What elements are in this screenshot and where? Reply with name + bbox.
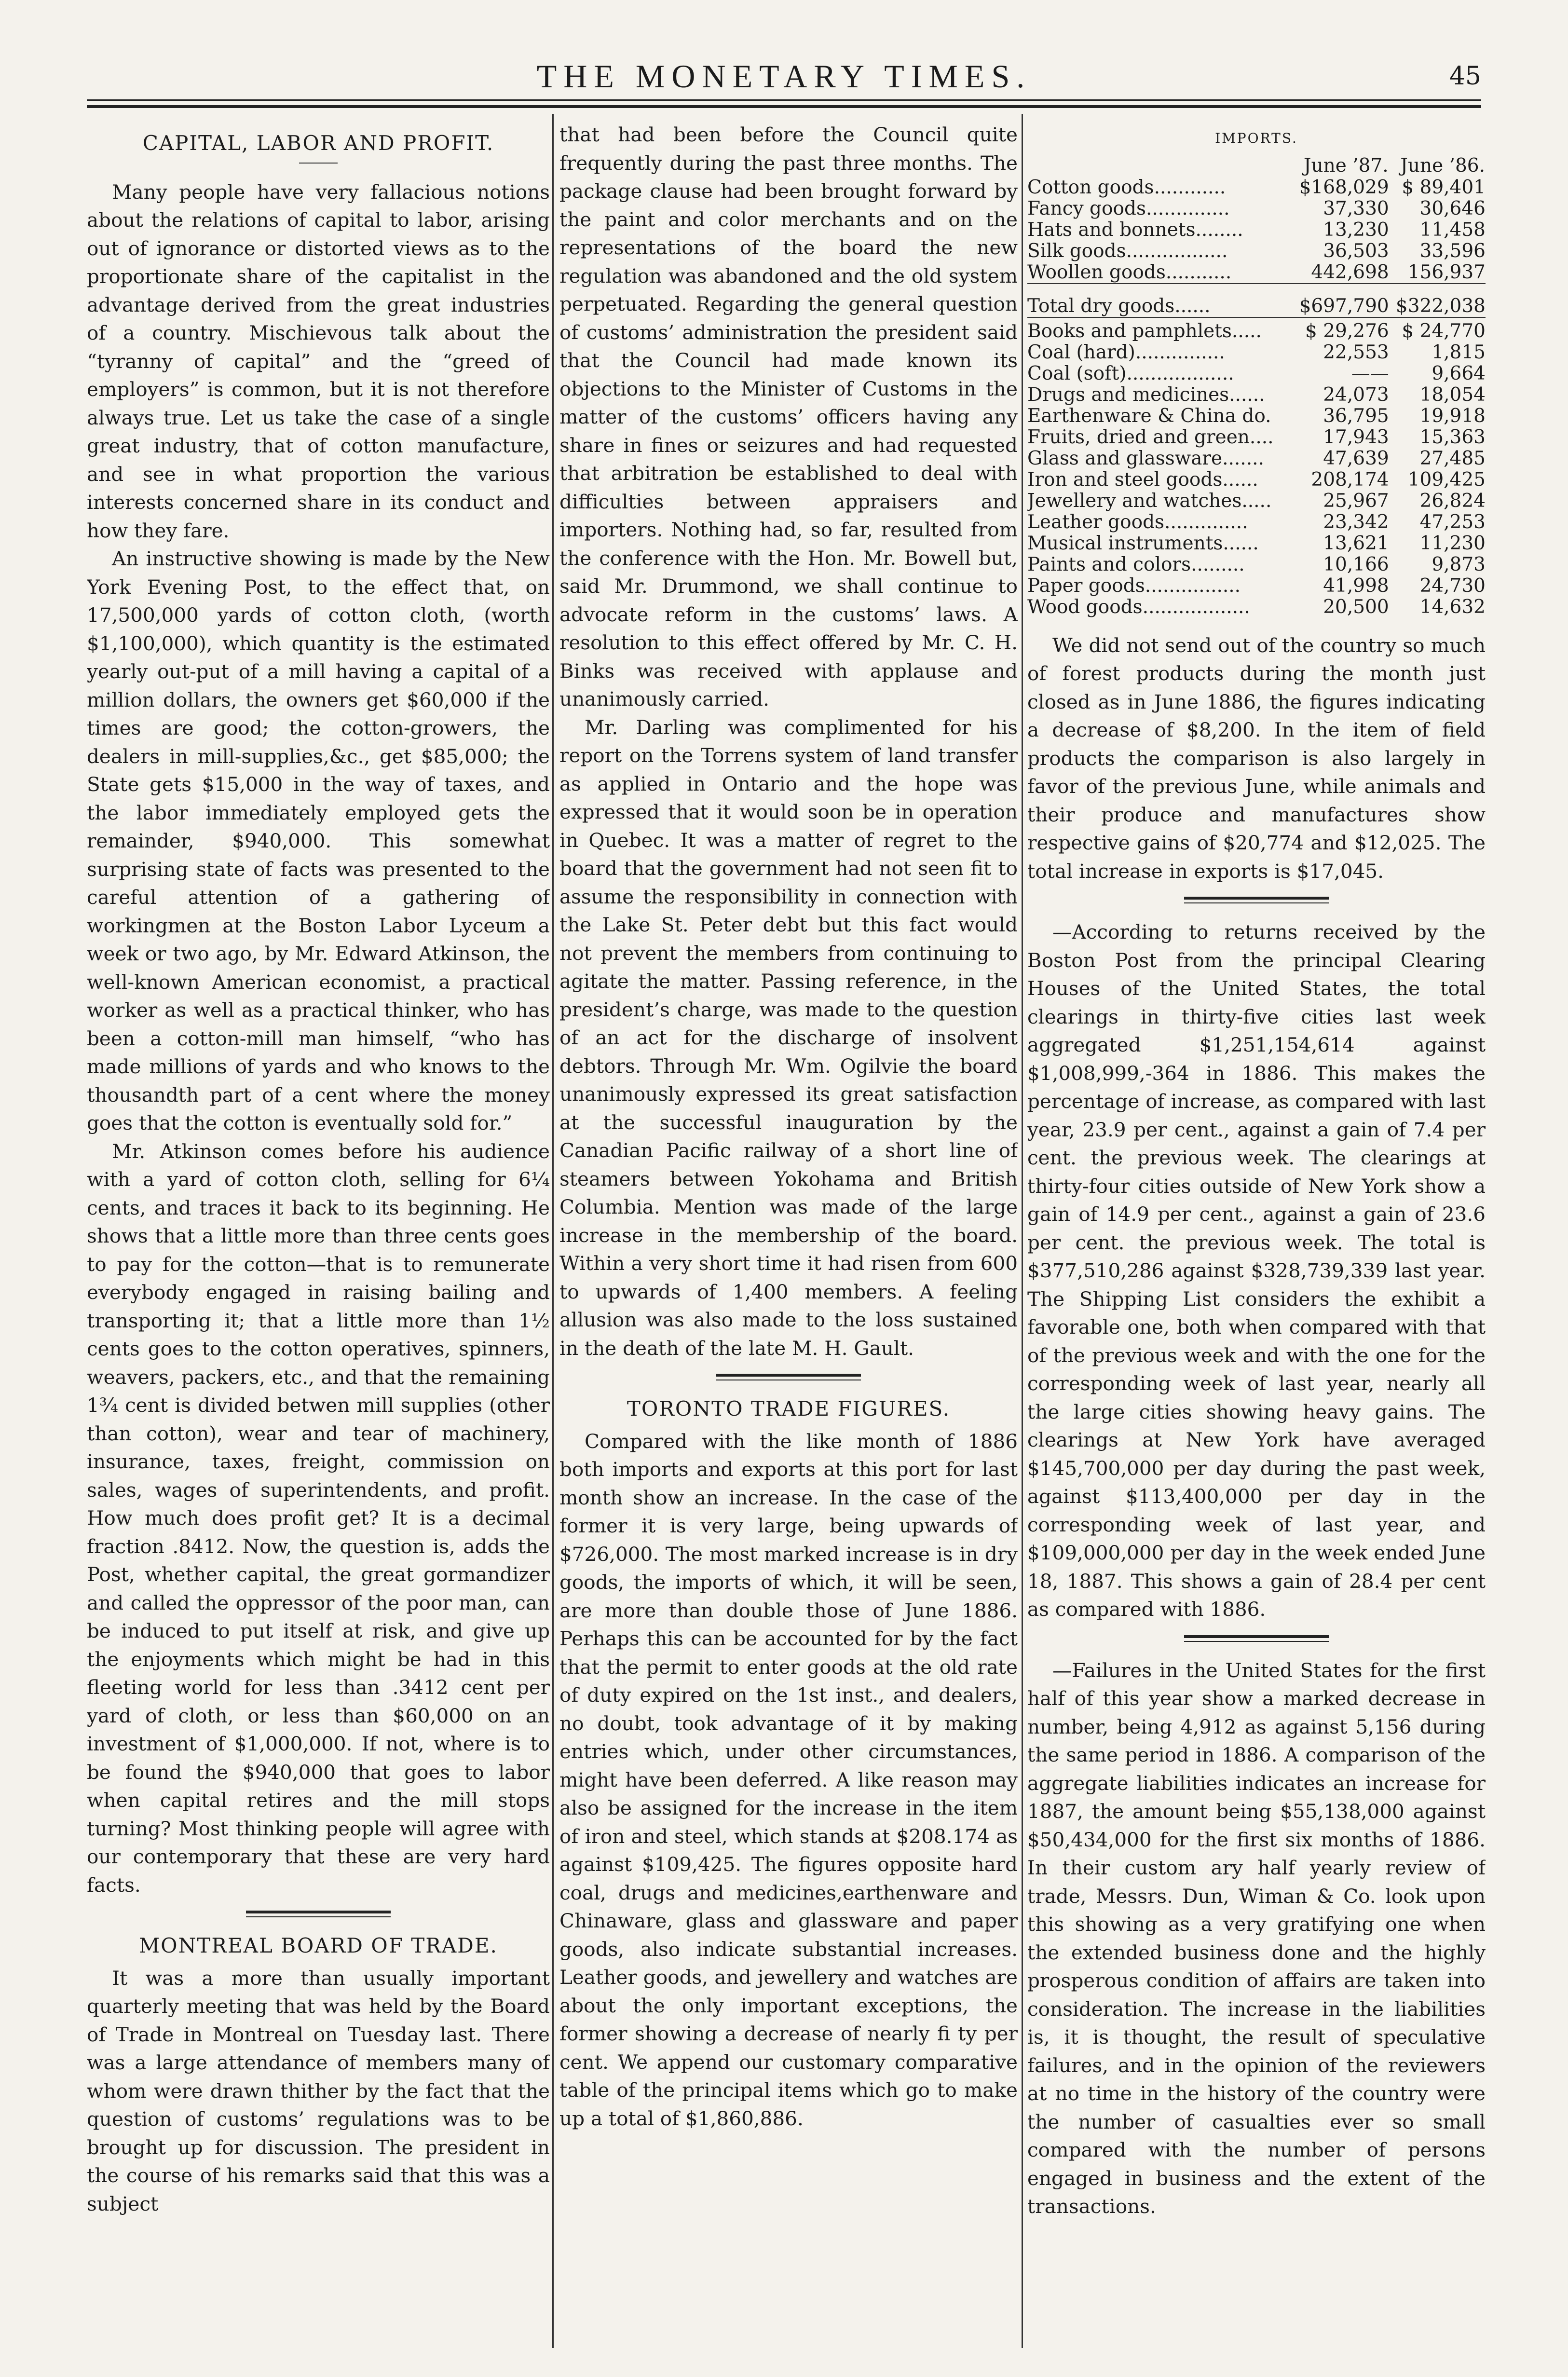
table-cell-june-86: 47,253 bbox=[1419, 511, 1486, 533]
table-cell-item: Woollen goods........... bbox=[1027, 261, 1232, 283]
table-cell-june-86: 18,054 bbox=[1419, 383, 1486, 406]
table-cell-june-86: 1,815 bbox=[1432, 341, 1486, 363]
article-paragraph: We did not send out of the country so much of forest products during the month just closed as in June 1886, the figures indicating a decrease of $8,200. In the item of field products the comparison is also largely in favor of the previous June, while animals and their produce and manufactures show respective gains of $20,774 and $12,025. The total increase in exports is $17,045. bbox=[1027, 633, 1486, 883]
table-header-row bbox=[1027, 155, 1486, 177]
table-row bbox=[1027, 554, 1486, 575]
table-cell-june-87: 208,174 bbox=[1311, 468, 1389, 491]
table-cell-june-86: 156,937 bbox=[1407, 261, 1486, 283]
heading-rule bbox=[299, 163, 338, 164]
table-cell-item: Drugs and medicines...... bbox=[1027, 383, 1265, 406]
table-cell-june-87: 20,500 bbox=[1323, 596, 1389, 618]
table-cell-june-87: 37,330 bbox=[1323, 197, 1389, 219]
table-cell-june-86: 14,632 bbox=[1419, 596, 1486, 618]
table-cell-june-87: $697,790 bbox=[1299, 295, 1389, 317]
article-paragraph: Mr. Atkinson comes before his audience with a yard of cotton cloth, selling for 6¼ cents, and traces it back to its beginning. He shows that a little more than three cents goes to pay for the cotton—that is to remunerate everybody engaged in raising bailing and transporting it; that a little more than 1½ cents goes to the cotton operatives, spinners, weavers, packers, etc., and that the remaining 1¾ cent is divided betwen mill supplies (other than cotton), wear and tear of machinery, insurance, taxes, freight, commission on sales, wages of superintendents, and profit. How much does profit get? It is a decimal fraction .8412. Now, the question is, adds the Post, whether capital, the great gormandizer and called the oppressor of the poor man, can be induced to put itself at risk, and give up the enjoyments which might be had in this fleeting world for less than .3412 cent per yard of cloth, or less than $60,000 on an investment of $1,000,000. If not, where is to be found the $940,000 that goes to labor when capital retires and the mill stops turning? Most thinking people will agree with our contemporary that these are very hard facts. bbox=[87, 1139, 550, 1897]
table-cell-june-87: $168,029 bbox=[1299, 176, 1389, 198]
table-row bbox=[1027, 427, 1486, 448]
section-separator bbox=[246, 1911, 391, 1917]
table-cell-june-87: 17,943 bbox=[1323, 426, 1389, 448]
table-cell-june-87: 22,553 bbox=[1323, 341, 1389, 363]
article-paragraph: —According to returns received by the Boston Post from the principal Clearing Houses of the United States, the total clearings in thirty-five cities last week aggregated $1,251,154,614 against $1,008,999,-364 in 1886. This makes the percentage of increase, as compared with last year, 23.9 per cent., against a gain of 7.4 per cent. the previous week. The clearings at thirty-four cities outside of New York show a gain of 14.9 per cent., against a gain of 23.6 per cent. the previous week. The total is $377,510,286 against $328,739,339 last year. The Shipping List considers the exhibit a favorable one, both when compared with that of the previous week and with the one for the corresponding week of last year, nearly all the large cities showing heavy gains. The clearings at New York have averaged $145,700,000 per day during the past week, against $113,400,000 per day in the corresponding week of last year, and $109,000,000 per day in the week ended June 18, 1887. This shows a gain of 28.4 per cent as compared with 1886. bbox=[1027, 920, 1486, 1621]
table-cell-june-86: 9,664 bbox=[1432, 362, 1486, 384]
imports-table-title: IMPORTS. bbox=[1215, 130, 1298, 146]
section-separator bbox=[1184, 897, 1329, 903]
masthead bbox=[87, 52, 1481, 100]
table-cell-item: Earthenware & China do. bbox=[1027, 405, 1271, 427]
table-row bbox=[1027, 262, 1486, 284]
table-cell-june-86: 19,918 bbox=[1419, 405, 1486, 427]
column-divider bbox=[1022, 114, 1023, 2348]
table-row bbox=[1027, 533, 1486, 554]
column-3 bbox=[1027, 121, 1486, 2348]
table-cell-june-86: $ 89,401 bbox=[1402, 176, 1486, 198]
table-cell-item: Paper goods................ bbox=[1027, 574, 1241, 597]
table-cell-june-86: 33,596 bbox=[1419, 240, 1486, 262]
table-cell-june-87: 41,998 bbox=[1323, 574, 1389, 597]
article-heading-capital-labor: CAPITAL, LABOR AND PROFIT. bbox=[142, 131, 494, 155]
table-cell-june-86: $ 24,770 bbox=[1402, 320, 1486, 342]
table-row bbox=[1027, 321, 1486, 342]
table-cell-item: Wood goods.................. bbox=[1027, 596, 1250, 618]
article-paragraph: —Failures in the United States for the first half of this year show a marked decrease in number, being 4,912 as against 5,156 during the same period in 1886. A comparison of the aggregate liabilities indicates an increase for 1887, the amount being $55,138,000 against $50,434,000 for the first six months of 1886. In their custom ary half yearly review of trade, Messrs. Dun, Wiman & Co. look upon this showing as a very gratifying one when the extended business done and the highly prosperous condition of affairs are taken into consideration. The increase in the liabilities is, it is thought, the result of speculative failures, and in the opinion of the reviewers at no time in the history of the country were the number of casualties ever so small compared with the number of persons engaged in business and the extent of the transactions. bbox=[1027, 1658, 1486, 2218]
article-paragraph: Many people have very fallacious notions about the relations of capital to labor, arising out of ignorance or distorted views as to the proportionate share of the capitalist in the advantage derived from the great industries of a country. Mischievous talk about the “tyranny of capital” and the “greed of employers” is common, but it is not therefore always true. Let us take the case of a single great industry, that of cotton manufacture, and see in what proportion the various interests concerned share in its conduct and how they fare. bbox=[87, 180, 550, 542]
table-row bbox=[1027, 406, 1486, 427]
table-cell-item: Fruits, dried and green.... bbox=[1027, 426, 1274, 448]
table-rule bbox=[1027, 284, 1486, 287]
page-number: 45 bbox=[1449, 62, 1481, 91]
table-cell-june-86: 109,425 bbox=[1407, 468, 1486, 491]
table-cell-june-86: $322,038 bbox=[1395, 295, 1486, 317]
table-row bbox=[1027, 512, 1486, 533]
table-cell-june-87: 36,795 bbox=[1323, 405, 1389, 427]
table-cell-june-87: 13,621 bbox=[1323, 532, 1389, 554]
table-cell-item: Musical instruments...... bbox=[1027, 532, 1259, 554]
table-cell-june-86: 27,485 bbox=[1419, 447, 1486, 469]
table-row bbox=[1027, 177, 1486, 198]
article-heading-toronto-trade: TORONTO TRADE FIGURES. bbox=[627, 1397, 951, 1421]
table-cell-item: Silk goods................. bbox=[1027, 240, 1228, 262]
table-cell-item: Paints and colors......... bbox=[1027, 553, 1245, 575]
table-cell-item: Iron and steel goods...... bbox=[1027, 468, 1258, 491]
table-cell-june-86: 30,646 bbox=[1419, 197, 1486, 219]
table-row bbox=[1027, 384, 1486, 406]
article-paragraph: An instructive showing is made by the New York Evening Post, to the effect that, on 17,500,000 yards of cotton cloth, (worth $1,100,000), which quantity is the estimated yearly out-put of a mill having a capital of a million dollars, the owners get $60,000 if the times are good; the cotton-growers, the dealers in mill-supplies,&c., get $85,000; the State gets $15,000 in the way of taxes, and the labor immediately employed gets the remainder, $940,000. This somewhat surprising state of facts was presented to the careful attention of a gathering of workingmen at the Boston Labor Lyceum a week or two ago, by Mr. Edward Atkinson, the well-known American economist, a practical worker as well as a practical thinker, who has been a cotton-mill man himself, “who has made millions of yards and who knows to the thousandth part of a cent where the money goes that the cotton is eventually sold for.” bbox=[87, 547, 550, 1134]
table-cell-june-87: 442,698 bbox=[1311, 261, 1389, 283]
masthead-rule-thin bbox=[87, 99, 1481, 101]
table-row bbox=[1027, 219, 1486, 241]
table-cell-june-86: 26,824 bbox=[1419, 490, 1486, 512]
article-paragraph: It was a more than usually important quarterly meeting that was held by the Board of Trade in Montreal on Tuesday last. There was a large attendance of members many of whom were drawn thither by the fact that the question of customs’ regulations was to be brought up for discussion. The president in the course of his remarks said that this was a subject bbox=[87, 1966, 550, 2215]
table-row bbox=[1027, 241, 1486, 262]
table-cell-june-87: 23,342 bbox=[1323, 511, 1389, 533]
column-2 bbox=[559, 121, 1018, 2348]
table-row bbox=[1027, 597, 1486, 618]
table-cell-june-87: 47,639 bbox=[1323, 447, 1389, 469]
column-header-june-87: June ’87. bbox=[1303, 154, 1389, 177]
article-paragraph: that had been before the Council quite frequently during the past three months. The package clause had been brought forward by the paint and color merchants and on the representations of the board the new regulation was abandoned and the old system perpetuated. Regarding the general question of customs’ administration the president said that the Council had made known its objections to the Minister of Customs in the matter of the customs’ officers having any share in fines or seizures and had requested that arbitration be established to deal with difficulties between appraisers and importers. Nothing had, so far, resulted from the conference with the Hon. Mr. Bowell but, said Mr. Drummond, we shall continue to advocate reform in the customs’ laws. A resolution to this effect offered by Mr. C. H. Binks was received with applause and unanimously carried. bbox=[559, 123, 1018, 710]
table-row bbox=[1027, 491, 1486, 512]
table-row bbox=[1027, 448, 1486, 469]
table-row bbox=[1027, 469, 1486, 491]
table-cell-item: Jewellery and watches..... bbox=[1027, 490, 1272, 512]
section-separator bbox=[1184, 1635, 1329, 1642]
table-cell-item: Cotton goods............ bbox=[1027, 176, 1226, 198]
table-row bbox=[1027, 287, 1486, 317]
table-row bbox=[1027, 342, 1486, 363]
column-divider bbox=[552, 114, 554, 2348]
table-cell-item: Fancy goods.............. bbox=[1027, 197, 1230, 219]
table-cell-june-86: 24,730 bbox=[1419, 574, 1486, 597]
table-row bbox=[1027, 575, 1486, 597]
table-cell-item: Books and pamphlets..... bbox=[1027, 320, 1262, 342]
newspaper-title: THE MONETARY TIMES. bbox=[536, 58, 1032, 95]
table-cell-june-87: 10,166 bbox=[1323, 553, 1389, 575]
table-cell-june-87: $ 29,276 bbox=[1305, 320, 1389, 342]
table-row bbox=[1027, 198, 1486, 219]
table-cell-june-87: 36,503 bbox=[1323, 240, 1389, 262]
table-cell-item: Hats and bonnets........ bbox=[1027, 219, 1243, 241]
table-cell-june-87: 25,967 bbox=[1323, 490, 1389, 512]
table-cell-june-86: 15,363 bbox=[1419, 426, 1486, 448]
table-cell-item: Leather goods.............. bbox=[1027, 511, 1248, 533]
table-cell-item: Coal (soft).................. bbox=[1027, 362, 1234, 384]
column-1 bbox=[87, 121, 550, 2348]
table-cell-item: Glass and glassware....... bbox=[1027, 447, 1264, 469]
table-cell-june-87: 13,230 bbox=[1323, 219, 1389, 241]
table-cell-item: Coal (hard)............... bbox=[1027, 341, 1225, 363]
table-cell-june-86: 9,873 bbox=[1432, 553, 1486, 575]
article-paragraph: Compared with the like month of 1886 both imports and exports at this port for last month show an increase. In the case of the former it is very large, being upwards of $726,000. The most marked increase is in dry goods, the imports of which, it will be seen, are more than double those of June 1886. Perhaps this can be accounted for by the fact that the permit to enter goods at the old rate of duty expired on the 1st inst., and dealers, no doubt, took advantage of it by making entries which, under other circumstances, might have been deferred. A like reason may also be assigned for the increase in the item of iron and steel, which stands at $208.174 as against $109,425. The figures opposite hard coal, drugs and medicines,earthenware and Chinaware, glass and glassware and paper goods, also indicate substantial increases. Leather goods, and jewellery and watches are about the only important exceptions, the former showing a decrease of nearly fi ty per cent. We append our customary comparative table of the principal items which go to make up a total of $1,860,886. bbox=[559, 1429, 1018, 2130]
table-cell-june-86: 11,230 bbox=[1419, 532, 1486, 554]
table-cell-item: Total dry goods...... bbox=[1027, 295, 1211, 317]
article-heading-montreal-board: MONTREAL BOARD OF TRADE. bbox=[139, 1934, 498, 1957]
table-cell-june-87: —— bbox=[1351, 362, 1389, 384]
table-cell-june-87: 24,073 bbox=[1323, 383, 1389, 406]
section-separator bbox=[716, 1374, 861, 1380]
column-header-june-86: June ’86. bbox=[1400, 154, 1485, 177]
imports-table bbox=[1027, 155, 1486, 618]
table-row bbox=[1027, 363, 1486, 384]
masthead-rule-thick bbox=[87, 105, 1481, 108]
article-paragraph: Mr. Darling was complimented for his report on the Torrens system of land transfer as applied in Ontario and the hope was expressed that it would soon be in operation in Quebec. It was a matter of regret to the board that the government had not seen fit to assume the responsibility in connection with the Lake St. Peter debt but this fact would not prevent the members from continuing to agitate the matter. Passing reference, in the president’s charge, was made to the question of an act for the discharge of insolvent debtors. Through Mr. Wm. Ogilvie the board unanimously expressed its great satisfaction at the successful inauguration by the Canadian Pacific railway of a short line of steamers between Yokohama and British Columbia. Mention was made of the large increase in the membership of the board. Within a very short time it had risen from 600 to upwards of 1,400 members. A feeling allusion was also made to the loss sustained in the death of the late M. H. Gault. bbox=[559, 715, 1018, 1360]
table-cell-june-86: 11,458 bbox=[1419, 219, 1486, 241]
